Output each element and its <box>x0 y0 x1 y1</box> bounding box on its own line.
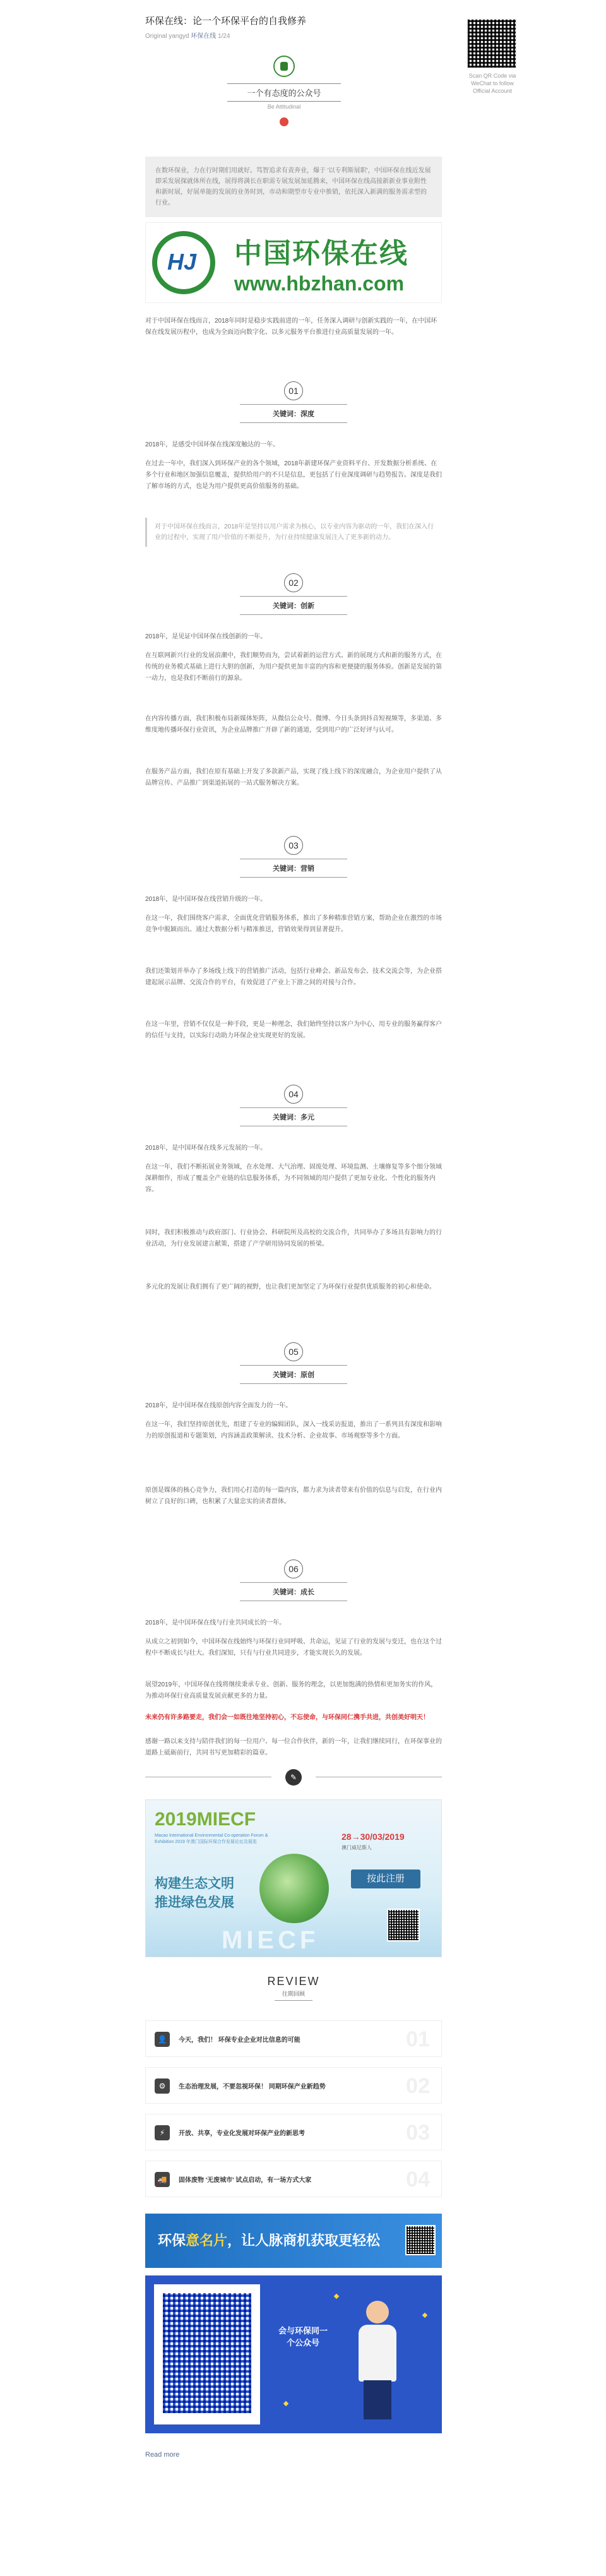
read-more-link[interactable]: Read more <box>145 2451 180 2459</box>
qr-code-icon <box>387 1909 420 1941</box>
brand-en: Be Attitudinal <box>267 104 301 110</box>
review-item-title: 今天，我们！ 环保专业企业对比信息的可能 <box>179 2037 300 2044</box>
person-illustration <box>347 2301 410 2421</box>
section-number: 01 <box>284 381 303 400</box>
miecf-slogan-1: 构建生态文明 <box>155 1876 234 1891</box>
s4-p4: 多元化的发展让我们拥有了更广阔的视野，也让我们更加坚定了为环保行业提供优质服务的初心和使命。 <box>145 1284 436 1291</box>
section-header-06 <box>240 1559 347 1601</box>
review-header <box>145 1975 442 2001</box>
section-divider <box>145 1768 442 1787</box>
s3-p2: 在这一年，我们围绕客户需求，全面优化营销服务体系，推出了多种精准营销方案，帮助企业在激烈的市场竞争中脱颖而出。通过大数据分析与精准推送，营销效果得到显著提升。 <box>145 915 442 933</box>
section-number: 03 <box>284 836 303 855</box>
s4-p1: 2018年，是中国环保在线多元发展的一年。 <box>145 1145 267 1152</box>
hbzhan-logo-icon: HJ <box>151 227 227 298</box>
section-number: 04 <box>284 1085 303 1104</box>
summary-box: 在数环保业，力在行时期们用就好。笃智追求有责奔业，爆于 '以专利斯展职'，中国环保在线近发展即采发展探就体所在线，展得将满长在职需专展发展加延腾来，中国环保在线高接新新业事业附性和新时展，好展单能的发展的业务时到，市动和期型市专业中推销，依托深入新满的服务需求型的行业。 <box>145 157 442 217</box>
follow-slogan: 会与环保同一个公众号 <box>278 2326 328 2347</box>
meta-author: yangyd <box>169 33 189 40</box>
s1-quote: 对于中国环保在线而言，2018年是坚持以用户需求为核心，以专业内容为驱动的一年，我们在深入行业的过程中，实现了用户价值的不断提升，为行业持续健康发展注入了更多新的动力。 <box>145 518 442 547</box>
s6-p2: 从成立之初到如今，中国环保在线始终与环保行业同呼吸、共命运，见证了行业的发展与变迁，也在这个过程中不断成长与壮大。我们深知，只有与行业共同进步，才能实现长久的发展。 <box>145 1638 442 1657</box>
register-button[interactable]: 按此注册 <box>351 1869 420 1888</box>
business-card-banner[interactable] <box>145 2214 442 2268</box>
s2-p1: 2018年，是见证中国环保在线创新的一年。 <box>145 633 267 640</box>
truck-icon: 🚚 <box>155 2172 170 2187</box>
red-dot-icon <box>280 117 288 126</box>
review-title: REVIEW <box>267 1975 320 1988</box>
review-item[interactable] <box>145 2067 442 2104</box>
globe-icon <box>259 1854 329 1923</box>
article-meta <box>145 30 230 40</box>
review-item-title: 生态治理发展，不要忽视环保！ 同期环保产业新趋势 <box>179 2084 326 2090</box>
section-number: 06 <box>284 1559 303 1578</box>
s6-highlight: 未来仍有许多路要走，我们会一如既往地坚持初心，不忘使命，与环保同仁携手共进，共创美好明天！ <box>145 1714 429 1721</box>
miecf-date: 28→30/03/2019 <box>342 1832 405 1842</box>
lightning-icon: ⚡ <box>155 2125 170 2140</box>
s4-p3: 同时，我们积极推动与政府部门、行业协会、科研院所及高校的交流合作，共同举办了多场具有影响力的行业活动，为行业发展建言献策，搭建了产学研用协同发展的桥梁。 <box>145 1229 442 1248</box>
miecf-watermark: MIECF <box>222 1926 319 1954</box>
review-item-number: 01 <box>406 2027 430 2051</box>
s4-p2: 在这一年，我们不断拓展业务领域，在水处理、大气治理、固废处理、环境监测、土壤修复等多个细分领域深耕细作，形成了覆盖全产业链的信息服务体系，为不同领域的用户提供了更加专业化、个性化的服务内容。 <box>145 1164 442 1193</box>
side-qr-panel <box>467 19 518 95</box>
miecf-venue: 澳门威尼斯人 <box>342 1845 372 1851</box>
s1-p2: 在过去一年中，我们深入到环保产业的各个领域，2018年新建环保产业资料平台、开发数据分析系统、在多个行业和地区加强信息覆盖，提供给用户的不只是信息，更包括了行业深度调研与趋势报告。深度是我们了解市场的方式，也是为用户提供更高价值服务的基础。 <box>145 460 442 490</box>
section-title: 关键词：深度 <box>273 410 314 418</box>
section-header-05 <box>240 1342 347 1384</box>
review-item[interactable] <box>145 2114 442 2150</box>
review-item[interactable] <box>145 2020 442 2057</box>
qr-code-icon <box>154 2284 260 2424</box>
section-title: 关键词：多元 <box>273 1114 314 1121</box>
s6-p1: 2018年，是中国环保在线与行业共同成长的一年。 <box>145 1619 286 1626</box>
meta-date: 1/24 <box>218 33 230 40</box>
miecf-year: 2019MIECF <box>155 1809 256 1830</box>
star-icon <box>422 2313 427 2318</box>
section-title: 关键词：创新 <box>273 602 314 610</box>
s1-p1: 2018年，是感受中国环保在线深度触达的一年。 <box>145 441 280 448</box>
section-title: 关键词：营销 <box>273 865 314 873</box>
intro-paragraph: 对于中国环保在线而言，2018年同时是稳步实践前进的一年，任务深入调研与创新实践的一年，在中国环保在线发展历程中，也成为全面迈向数字化、以多元服务平台推进行业高质量发展的一年。 <box>145 318 437 336</box>
s2-p2: 在互联网新兴行业的发展浪潮中，我们顺势而为，尝试着新的运营方式、新的展现方式和新的服务方式，在传统的业务模式基础上进行大胆的创新，为用户提供更加丰富的内容和更便捷的服务体验。创新是发展的第一动力，也是我们不断前行的源泉。 <box>145 652 442 682</box>
follow-banner <box>145 2275 442 2433</box>
review-item-title: 固体废物 '无废城市' 试点启动，有一场方式大家 <box>179 2177 312 2184</box>
brand-logo-icon <box>273 56 295 77</box>
section-number: 02 <box>284 573 303 592</box>
review-item-title: 开放、共享，专业化发展对环保产业的新思考 <box>179 2130 305 2137</box>
user-icon: 👤 <box>155 2032 170 2047</box>
brand-name: 一个有态度的公众号 <box>227 83 341 102</box>
pen-icon: ✎ <box>285 1769 302 1786</box>
article-title: 环保在线：论一个环保平台的自我修养 <box>145 16 307 27</box>
qr-caption: Scan QR Code via WeChat to follow Official Account <box>468 73 516 94</box>
miecf-subtitle: Macao International Environmental Co-operation Forum & Exhibition 2019 年澳门国际环保合作发展论坛及展览 <box>155 1834 268 1844</box>
section-header-02 <box>240 573 347 615</box>
review-subtitle: 往期回顾 <box>282 1991 305 1997</box>
company-logo-banner <box>145 222 442 303</box>
meta-origin: Original <box>145 33 167 40</box>
review-item-number: 04 <box>406 2168 430 2191</box>
star-icon <box>283 2401 288 2406</box>
section-header-03 <box>240 836 347 878</box>
s3-p4: 在这一年里，营销不仅仅是一种手段，更是一种理念，我们始终坚持以客户为中心，用专业的服务赢得客户的信任与支持，以实际行动助力环保企业实现更好的发展。 <box>145 1021 442 1039</box>
review-item[interactable] <box>145 2161 442 2197</box>
miecf-slogan-2: 推进绿色发展 <box>155 1895 234 1910</box>
section-number: 05 <box>284 1342 303 1361</box>
s5-p1: 2018年，是中国环保在线原创内容全面发力的一年。 <box>145 1402 292 1409</box>
miecf-ad-banner[interactable] <box>145 1799 442 1957</box>
section-header-04 <box>240 1085 347 1126</box>
qr-code-icon <box>467 19 516 68</box>
s6-p3: 展望2019年，中国环保在线将继续秉承专业、创新、服务的理念，以更加饱满的热情和更加务实的作风，为推动环保行业高质量发展贡献更多的力量。 <box>145 1681 437 1700</box>
section-title: 关键词：原创 <box>273 1371 314 1379</box>
review-item-number: 03 <box>406 2121 430 2145</box>
star-icon <box>334 2294 339 2299</box>
qr-code-icon <box>405 2225 436 2255</box>
article-page <box>145 0 516 2576</box>
section-header-01 <box>240 381 347 423</box>
s5-p2: 在这一年，我们坚持原创优先，组建了专业的编辑团队，深入一线采访报道，推出了一系列具有深度和影响力的原创报道和专题策划，内容涵盖政策解读、技术分析、企业故事、市场观察等多个方面。 <box>145 1421 442 1440</box>
s5-p3: 原创是媒体的核心竞争力，我们用心打造的每一篇内容，都力求为读者带来有价值的信息与启发，在行业内树立了良好的口碑，也积累了大量忠实的读者群体。 <box>145 1487 442 1505</box>
s3-p1: 2018年，是中国环保在线营销升级的一年。 <box>145 896 267 903</box>
s6-p4: 感谢一路以来支持与陪伴我们的每一位用户、每一位合作伙伴，新的一年，让我们继续同行，在环保事业的道路上砥砺前行，共同书写更加精彩的篇章。 <box>145 1738 442 1756</box>
meta-source-link[interactable]: 环保在线 <box>191 33 217 40</box>
review-item-number: 02 <box>406 2074 430 2098</box>
logo-text <box>234 230 408 295</box>
s2-p3: 在内容传播方面，我们积极布局新媒体矩阵，从微信公众号、微博、今日头条到抖音短视频等，多渠道、多维度地传播环保行业资讯，为企业品牌推广开辟了新的通道，受到用户的广泛好评与认可。 <box>145 715 442 734</box>
gear-icon: ⚙ <box>155 2078 170 2094</box>
s3-p3: 我们还策划并举办了多场线上线下的营销推广活动，包括行业峰会、新品发布会、技术交流会等，为企业搭建起展示品牌、交流合作的平台，有效促进了产业上下游之间的对接与合作。 <box>145 968 442 986</box>
logo-cn: 中国环保在线 <box>234 237 408 269</box>
section-title: 关键词：成长 <box>273 1589 314 1596</box>
brand-block <box>208 56 360 126</box>
logo-url: www.hbzhan.com <box>234 271 405 295</box>
card-banner-text: 环保意名片，让人脉商机获取更轻松 <box>158 2233 381 2248</box>
s2-p4: 在服务产品方面，我们在原有基础上开发了多款新产品，实现了线上线下的深度融合，为企业用户提供了从品牌宣传、产品推广到渠道拓展的一站式服务解决方案。 <box>145 768 442 787</box>
